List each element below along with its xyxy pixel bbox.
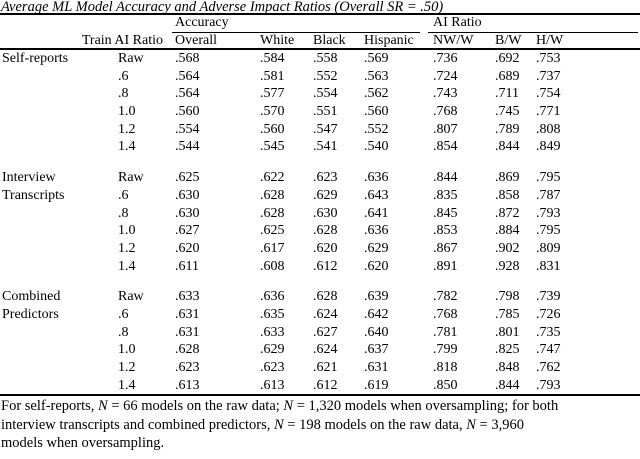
table-row	[0, 205, 640, 223]
train-ai-ratio-value: .6	[118, 68, 129, 84]
value-cell: .754	[536, 86, 561, 102]
value-cell: .635	[260, 306, 285, 322]
group-label: Transcripts	[2, 187, 65, 203]
value-cell: .867	[433, 240, 458, 256]
group-label	[0, 240, 110, 258]
value-cell: .577	[260, 86, 285, 102]
value-cell: .612	[313, 258, 338, 274]
value-cell: .736	[433, 51, 458, 66]
table-title: Average ML Model Accuracy and Adverse Impact Ratios (Overall SR = .50)	[0, 0, 640, 15]
value-cell: .545	[260, 139, 285, 155]
footnote-line	[1, 434, 640, 453]
footnote-text: For self-reports,	[1, 398, 99, 415]
value-cell: .619	[364, 377, 389, 393]
value-cell: .554	[313, 86, 338, 102]
group-label	[0, 85, 110, 103]
value-cell: .633	[175, 289, 200, 305]
column-header-hw: H/W	[536, 33, 564, 48]
table-row	[0, 240, 640, 258]
table-row	[0, 306, 640, 324]
value-cell: .562	[364, 86, 389, 102]
value-cell: .793	[536, 377, 561, 393]
value-cell: .551	[313, 104, 338, 120]
value-cell: .564	[175, 68, 200, 84]
value-cell: .643	[364, 187, 389, 203]
value-cell: .747	[536, 342, 561, 358]
value-cell: .560	[364, 104, 389, 120]
value-cell: .768	[433, 306, 458, 322]
value-cell: .627	[175, 223, 200, 239]
train-ai-ratio-value: 1.2	[118, 121, 136, 137]
value-cell: .845	[433, 205, 458, 221]
value-cell: .785	[495, 306, 520, 322]
table-row	[0, 50, 640, 68]
value-cell: .558	[313, 51, 338, 66]
value-cell: .793	[536, 205, 561, 221]
value-cell: .581	[260, 68, 285, 84]
value-cell: .540	[364, 139, 389, 155]
data-table	[0, 15, 640, 396]
table-row	[0, 341, 640, 359]
value-cell: .633	[260, 324, 285, 340]
value-cell: .753	[536, 51, 561, 66]
value-cell: .743	[433, 86, 458, 102]
value-cell: .844	[495, 377, 520, 393]
value-cell: .737	[536, 68, 561, 84]
table-row	[0, 258, 640, 276]
value-cell: .869	[495, 170, 520, 186]
value-cell: .795	[536, 170, 561, 186]
value-cell: .630	[175, 187, 200, 203]
value-cell: .612	[313, 377, 338, 393]
group-label	[0, 359, 110, 377]
table-row	[0, 288, 640, 306]
group-label	[0, 205, 110, 223]
spanner-accuracy: Accuracy	[172, 15, 420, 33]
value-cell: .631	[175, 324, 200, 340]
value-cell: .630	[175, 205, 200, 221]
value-cell: .711	[495, 86, 519, 102]
value-cell: .564	[175, 86, 200, 102]
value-cell: .641	[364, 205, 389, 221]
spanner-spacer	[0, 15, 165, 33]
value-cell: .628	[260, 205, 285, 221]
group-label: Predictors	[2, 306, 59, 322]
train-ai-ratio-value: 1.2	[118, 360, 136, 375]
value-cell: .608	[260, 258, 285, 274]
train-ai-ratio-value: 1.4	[118, 377, 136, 393]
footnote-line	[1, 397, 640, 416]
value-cell: .825	[495, 342, 520, 358]
value-cell: .613	[175, 377, 200, 393]
value-cell: .620	[364, 258, 389, 274]
value-cell: .625	[175, 170, 200, 186]
footnote-n-symbol: N	[466, 416, 476, 433]
group-label	[0, 138, 110, 156]
footnote-text: interview transcripts and combined predictors,	[1, 416, 275, 433]
value-cell: .637	[364, 342, 389, 358]
value-cell: .745	[495, 104, 520, 120]
value-cell: .768	[433, 104, 458, 120]
value-cell: .636	[364, 223, 389, 239]
train-ai-ratio-value: .8	[118, 205, 129, 221]
table-row	[0, 138, 640, 156]
footnote-n-symbol: N	[283, 398, 294, 415]
spanner-row	[0, 15, 640, 33]
value-cell: .623	[313, 170, 338, 186]
train-ai-ratio-value: .8	[118, 86, 129, 102]
value-cell: .552	[364, 121, 389, 137]
column-header-train-ai-ratio: Train AI Ratio	[81, 33, 163, 48]
value-cell: .642	[364, 306, 389, 322]
train-ai-ratio-value: 1.2	[118, 240, 136, 256]
group-label	[0, 324, 110, 342]
value-cell: .628	[260, 187, 285, 203]
column-header-bw: B/W	[495, 33, 522, 48]
value-cell: .640	[364, 324, 389, 340]
table-row	[0, 324, 640, 342]
value-cell: .854	[433, 139, 458, 155]
value-cell: .835	[433, 187, 458, 203]
column-header-overall: Overall	[175, 33, 217, 48]
value-cell: .560	[175, 104, 200, 120]
table-row	[0, 169, 640, 187]
value-cell: .831	[536, 258, 561, 274]
value-cell: .789	[495, 121, 520, 137]
value-cell: .853	[433, 223, 458, 239]
train-ai-ratio-value: .6	[118, 187, 129, 203]
train-ai-ratio-value: 1.4	[118, 139, 136, 155]
train-ai-ratio-value: 1.0	[118, 223, 136, 239]
value-cell: .629	[313, 187, 338, 203]
value-cell: .884	[495, 223, 520, 239]
value-cell: .631	[175, 306, 200, 322]
group-label	[0, 103, 110, 121]
value-cell: .849	[536, 139, 561, 155]
spanner-ai-ratio: AI Ratio	[428, 15, 638, 33]
group-label	[0, 121, 110, 139]
footnote-text: models when oversampling.	[1, 435, 165, 452]
value-cell: .623	[260, 360, 285, 375]
footnote-text: = 198 models on the raw data,	[283, 416, 467, 433]
train-ai-ratio-value: 1.0	[118, 104, 136, 120]
value-cell: .844	[495, 139, 520, 155]
value-cell: .782	[433, 289, 458, 305]
value-cell: .568	[175, 51, 200, 66]
table-row	[0, 187, 640, 205]
value-cell: .544	[175, 139, 200, 155]
value-cell: .636	[260, 289, 285, 305]
value-cell: .787	[536, 187, 561, 203]
group-label	[0, 377, 110, 395]
value-cell: .624	[313, 306, 338, 322]
group-label: Combined	[2, 289, 61, 305]
table-row	[0, 103, 640, 121]
table-row	[0, 377, 640, 395]
value-cell: .735	[536, 324, 561, 340]
value-cell: .631	[364, 360, 389, 375]
value-cell: .552	[313, 68, 338, 84]
value-cell: .902	[495, 240, 520, 256]
value-cell: .807	[433, 121, 458, 137]
table-row	[0, 85, 640, 103]
value-cell: .762	[536, 360, 561, 375]
value-cell: .541	[313, 139, 338, 155]
value-cell: .624	[313, 342, 338, 358]
value-cell: .639	[364, 289, 389, 305]
value-cell: .781	[433, 324, 458, 340]
value-cell: .628	[313, 223, 338, 239]
train-ai-ratio-value: Raw	[118, 51, 144, 66]
value-cell: .547	[313, 121, 338, 137]
column-header-hispanic: Hispanic	[364, 33, 414, 48]
train-ai-ratio-value: 1.4	[118, 258, 136, 274]
value-cell: .928	[495, 258, 520, 274]
value-cell: .795	[536, 223, 561, 239]
train-ai-ratio-value: .6	[118, 306, 129, 322]
value-cell: .617	[260, 240, 285, 256]
section-spacer	[0, 275, 640, 288]
train-ai-ratio-value: Raw	[118, 170, 144, 186]
value-cell: .858	[495, 187, 520, 203]
table-body	[0, 50, 640, 396]
value-cell: .844	[433, 170, 458, 186]
value-cell: .799	[433, 342, 458, 358]
group-label	[0, 222, 110, 240]
value-cell: .818	[433, 360, 458, 375]
value-cell: .771	[536, 104, 561, 120]
column-header-black: Black	[313, 33, 346, 48]
column-header-nww: NW/W	[433, 33, 474, 48]
value-cell: .848	[495, 360, 520, 375]
value-cell: .689	[495, 68, 520, 84]
value-cell: .613	[260, 377, 285, 393]
value-cell: .808	[536, 121, 561, 137]
table-footnote	[0, 396, 640, 453]
value-cell: .625	[260, 223, 285, 239]
value-cell: .629	[260, 342, 285, 358]
value-cell: .726	[536, 306, 561, 322]
value-cell: .739	[536, 289, 561, 305]
value-cell: .724	[433, 68, 458, 84]
value-cell: .627	[313, 324, 338, 340]
group-label: Self-reports	[2, 51, 69, 66]
value-cell: .801	[495, 324, 520, 340]
value-cell: .628	[175, 342, 200, 358]
table-row	[0, 121, 640, 139]
group-label	[0, 341, 110, 359]
value-cell: .628	[313, 289, 338, 305]
value-cell: .630	[313, 205, 338, 221]
value-cell: .569	[364, 51, 389, 66]
value-cell: .629	[364, 240, 389, 256]
value-cell: .570	[260, 104, 285, 120]
value-cell: .809	[536, 240, 561, 256]
table-row	[0, 68, 640, 86]
value-cell: .563	[364, 68, 389, 84]
value-cell: .623	[175, 360, 200, 375]
train-ai-ratio-value: Raw	[118, 289, 144, 305]
value-cell: .620	[313, 240, 338, 256]
value-cell: .850	[433, 377, 458, 393]
column-header-row	[0, 33, 640, 50]
footnote-text: = 3,960	[475, 416, 524, 433]
footnote-n-symbol: N	[274, 416, 284, 433]
table-row	[0, 222, 640, 240]
value-cell: .611	[175, 258, 199, 274]
footnote-line	[1, 416, 640, 435]
value-cell: .692	[495, 51, 520, 66]
footnote-text: = 1,320 models when oversampling; for both	[293, 398, 559, 415]
column-header-white: White	[260, 33, 295, 48]
group-label	[0, 258, 110, 276]
value-cell: .621	[313, 360, 338, 375]
value-cell: .620	[175, 240, 200, 256]
section-spacer	[0, 156, 640, 169]
value-cell: .798	[495, 289, 520, 305]
footnote-text: = 66 models on the raw data;	[107, 398, 284, 415]
group-label: Interview	[2, 170, 56, 186]
value-cell: .560	[260, 121, 285, 137]
group-label	[0, 68, 110, 86]
train-ai-ratio-value: 1.0	[118, 342, 136, 358]
table-row	[0, 359, 640, 377]
footnote-n-symbol: N	[98, 398, 108, 415]
value-cell: .872	[495, 205, 520, 221]
train-ai-ratio-value: .8	[118, 324, 129, 340]
value-cell: .622	[260, 170, 285, 186]
value-cell: .554	[175, 121, 200, 137]
value-cell: .584	[260, 51, 285, 66]
value-cell: .636	[364, 170, 389, 186]
value-cell: .891	[433, 258, 458, 274]
